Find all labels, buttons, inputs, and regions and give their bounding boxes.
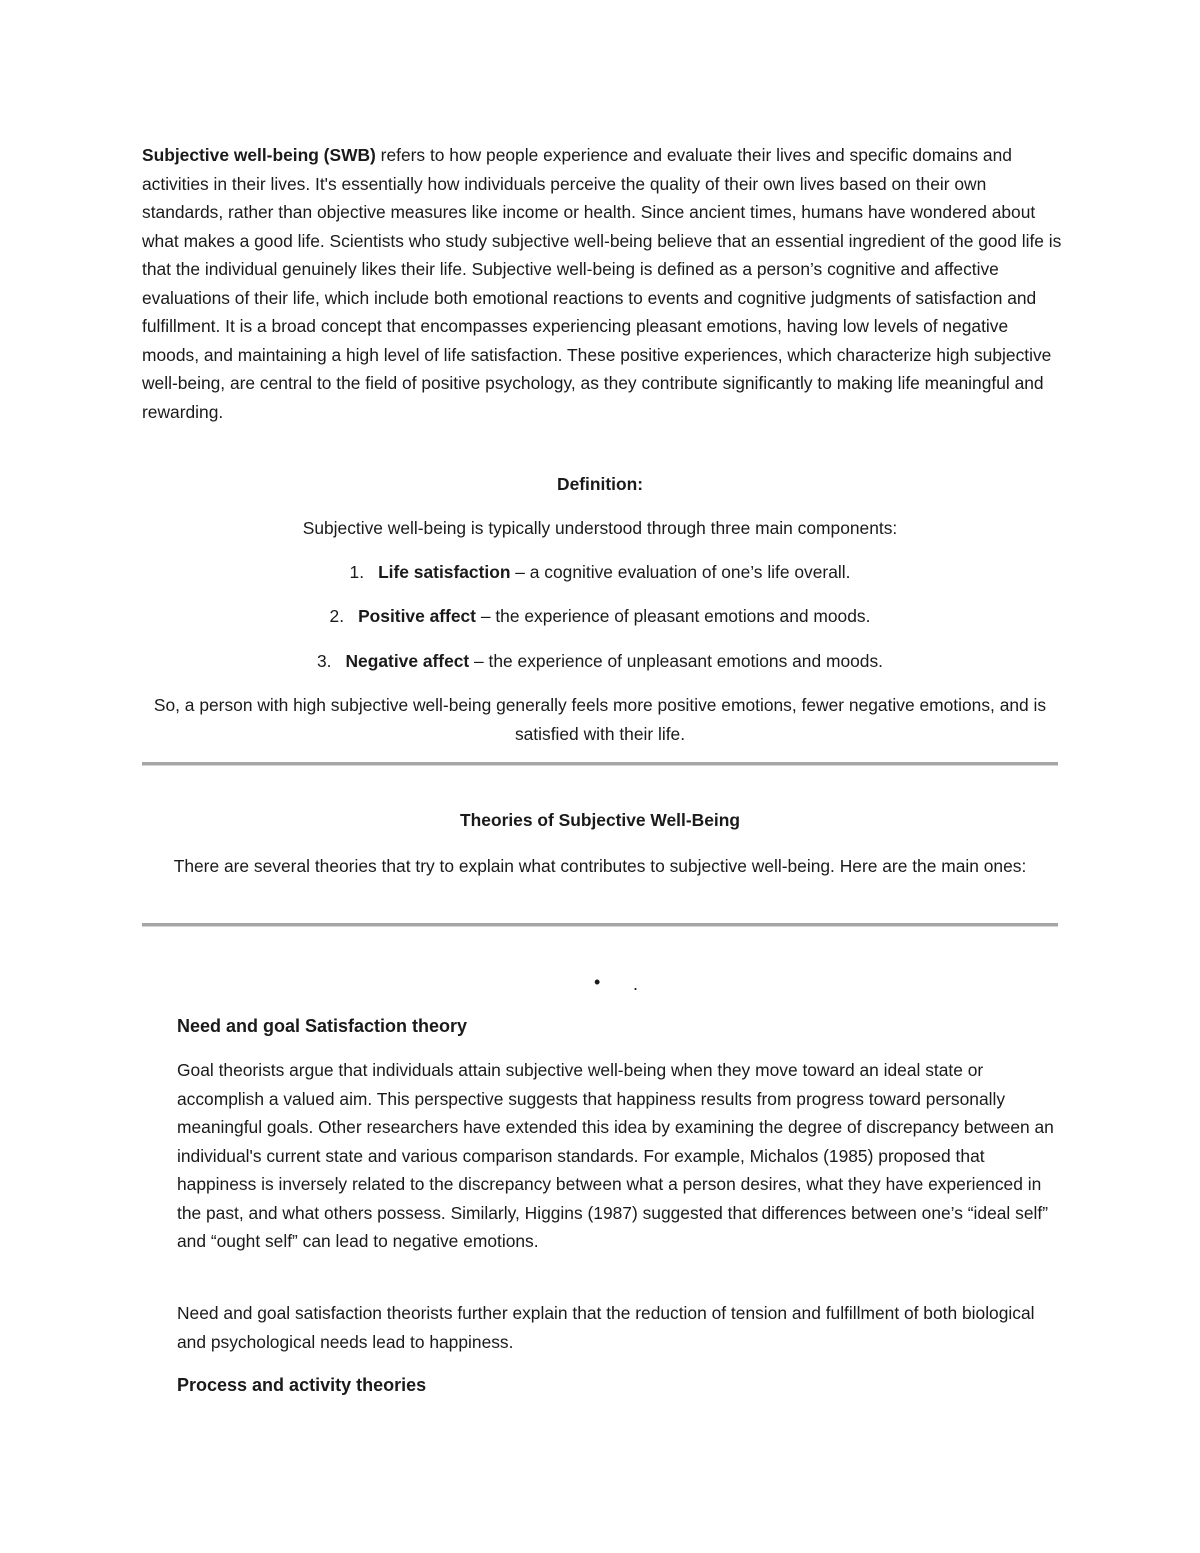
list-number: 1. — [349, 562, 365, 582]
horizontal-rule — [142, 762, 1058, 766]
definition-heading: Definition: — [557, 474, 643, 494]
bullet-text: . — [633, 974, 639, 994]
list-term: Positive affect — [358, 606, 476, 626]
list-number: 2. — [329, 606, 345, 626]
list-item — [142, 602, 1058, 630]
list-term: Life satisfaction — [378, 562, 511, 582]
need-goal-paragraph-2: Need and goal satisfaction theorists further explain that the reduction of tension and fulfillment of both biological and psychological needs lead to happiness. — [177, 1303, 1035, 1352]
definition-lead: Subjective well-being is typically understood through three main components: — [302, 518, 898, 538]
bullet-icon: • — [594, 972, 601, 992]
intro-term: Subjective well-being (SWB) — [142, 145, 376, 165]
list-term: Negative affect — [345, 651, 470, 671]
list-item — [142, 558, 1058, 586]
need-goal-heading: Need and goal Satisfaction theory — [177, 1016, 468, 1036]
list-desc: – the experience of unpleasant emotions and moods. — [469, 651, 884, 671]
list-desc: – a cognitive evaluation of one’s life overall. — [510, 562, 851, 582]
process-heading: Process and activity theories — [177, 1375, 427, 1395]
list-number: 3. — [316, 651, 332, 671]
need-goal-paragraph-1: Goal theorists argue that individuals attain subjective well-being when they move toward an ideal state or accomplish a valued aim. This perspective suggests that happiness results from progress toward personally meaningful goals. Other researchers have extended this idea by examining the degree of discrepancy between an individual's current state and various comparison standards. For example, Michalos (1985) proposed that happiness is inversely related to the discrepancy between what a person desires, what they have experienced in the past, and what others possess. Similarly, Higgins (1987) suggested that differences between one’s “ideal self” and “ought self” can lead to negative emotions. — [177, 1060, 1054, 1251]
list-desc: – the experience of pleasant emotions and moods. — [475, 606, 871, 626]
list-item — [142, 647, 1058, 675]
theories-lead: There are several theories that try to explain what contributes to subjective well-being. Here are the main ones: — [173, 856, 1027, 876]
definition-summary: So, a person with high subjective well-being generally feels more positive emotions, fewer negative emotions, and is satisfied with their life. — [153, 695, 1047, 744]
intro-paragraph — [142, 141, 1062, 426]
intro-text: refers to how people experience and evaluate their lives and specific domains and activities in their lives. It's essentially how individuals perceive the quality of their own lives based on their own standards, rather than objective measures like income or health. Since ancient times, humans have wondered about what makes a good life. Scientists who study subjective well-being believe that an essential ingredient of the good life is that the individual genuinely likes their life. Subjective well-being is defined as a person’s cognitive and affective evaluations of their life, which include both emotional reactions to events and cognitive judgments of satisfaction and fulfillment. It is a broad concept that encompasses experiencing pleasant emotions, having low levels of negative moods, and maintaining a high level of life satisfaction. These positive experiences, which characterize high subjective well-being, are central to the field of positive psychology, as they contribute significantly to making life meaningful and rewarding. — [142, 145, 1062, 422]
horizontal-rule — [142, 923, 1058, 927]
theories-heading: Theories of Subjective Well-Being — [460, 810, 740, 830]
